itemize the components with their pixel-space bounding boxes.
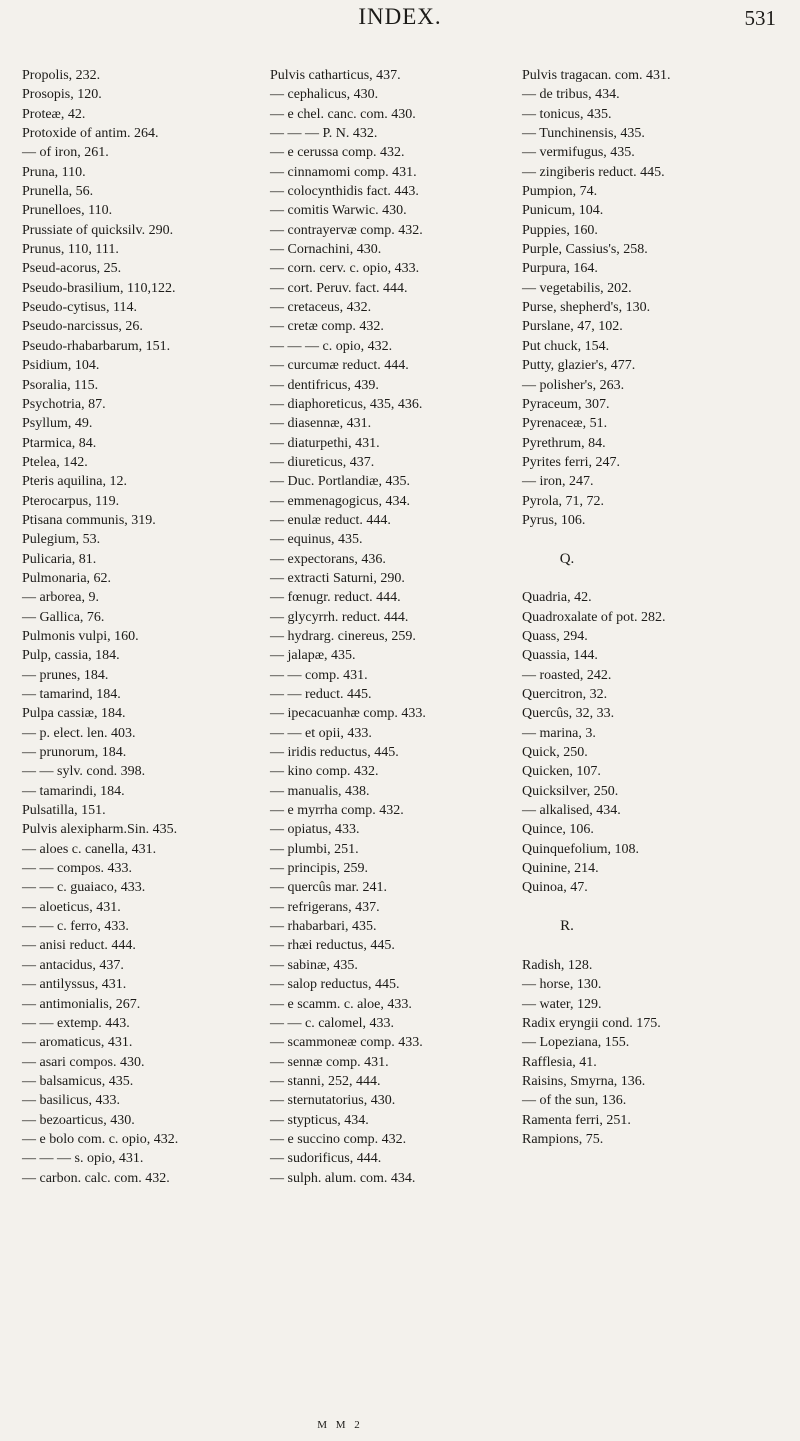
index-entry: — balsamicus, 435. [22,1073,134,1089]
index-entry: — quercûs mar. 241. [270,880,388,896]
index-entry: Punicum, 104. [522,203,604,219]
index-entry: — — compos. 433. [22,861,133,877]
index-entry: — e bolo com. c. opio, 432. [22,1131,179,1147]
index-entry: — diureticus, 437. [270,454,375,470]
index-entry: — manualis, 438. [270,783,370,799]
index-entry: Pulvis tragacan. com. 431. [522,68,671,83]
index-entry: — aromaticus, 431. [22,1035,133,1051]
index-entry: — tamarindi, 184. [22,783,125,799]
index-entry: — antilyssus, 431. [22,977,127,993]
index-entry: — of the sun, 136. [522,1093,627,1109]
index-entry: — comitis Warwic. 430. [270,203,407,219]
index-entry: Psidium, 104. [22,358,100,374]
index-entry: Propolis, 232. [22,68,101,83]
index-column-3 [522,66,792,1149]
index-entry: Quercitron, 32. [522,687,608,702]
index-entry: — aloeticus, 431. [22,899,121,915]
index-entry: — cinnamomi comp. 431. [270,164,417,180]
index-entry: — fœnugr. reduct. 444. [270,590,401,606]
index-entry: Purpura, 164. [522,261,598,277]
index-column-1 [22,66,282,1188]
spacer [522,936,792,955]
index-entry: Quicken, 107. [522,764,601,780]
index-entry: — refrigerans, 437. [270,899,380,915]
index-entry: — opiatus, 433. [270,822,360,838]
index-entry: Purple, Cassius's, 258. [522,242,648,258]
index-column-2 [270,66,530,1188]
spacer [522,569,792,588]
index-entry: — bezoarticus, 430. [22,1112,135,1128]
index-entry: Pyrethrum, 84. [522,435,606,451]
index-entry: — sudorificus, 444. [270,1151,382,1167]
index-entry: — prunes, 184. [22,667,109,683]
index-entry: — water, 129. [522,996,602,1012]
index-entry: — corn. cerv. c. opio, 433. [270,261,420,277]
index-entry: — alkalised, 434. [522,803,621,819]
index-entry: — tonicus, 435. [522,106,612,122]
index-entry: Quicksilver, 250. [522,783,619,799]
index-entry: — — c. ferro, 433. [22,919,129,935]
index-entry: — Duc. Portlandiæ, 435. [270,474,410,490]
index-entry: Rampions, 75. [522,1131,604,1147]
index-entry: — contrayervæ comp. 432. [270,222,423,238]
index-entry: — tamarind, 184. [22,687,121,702]
index-entry: — diaphoreticus, 435, 436. [270,396,423,412]
index-entry: Puppies, 160. [522,222,598,238]
index-entry: — sternutatorius, 430. [270,1093,396,1109]
index-entry: Prosopis, 120. [22,87,102,103]
index-entry: — principis, 259. [270,861,368,877]
index-entry: — — sylv. cond. 398. [22,764,146,780]
page-title: INDEX. [358,4,442,29]
index-entry: Quinquefolium, 108. [522,841,640,857]
index-entry: Prussiate of quicksilv. 290. [22,222,174,238]
index-entry: — roasted, 242. [522,667,612,683]
page-header [0,0,800,46]
index-entry: — e myrrha comp. 432. [270,803,404,819]
index-entry: Psychotria, 87. [22,396,106,412]
index-entry: — plumbi, 251. [270,841,359,857]
index-entry: — — comp. 431. [270,667,368,683]
index-entry: Quass, 294. [522,628,588,644]
index-entry: Proteæ, 42. [22,106,86,122]
index-entry: — e chel. canc. com. 430. [270,106,416,122]
index-entry: Pseudo-rhabarbarum, 151. [22,338,171,354]
index-entry: Prunelloes, 110. [22,203,113,219]
index-entry: Pulp, cassia, 184. [22,648,120,664]
index-entry: — — c. calomel, 433. [270,1015,395,1031]
index-entry: Radix eryngii cond. 175. [522,1015,661,1031]
index-entry: — sabinæ, 435. [270,957,358,973]
index-entry: — — extemp. 443. [22,1015,130,1031]
index-entry: — cretæ comp. 432. [270,319,384,335]
index-entry: Quince, 106. [522,822,594,838]
index-entry: — — c. guaiaco, 433. [22,880,146,896]
index-entry: Quadroxalate of pot. 282. [522,609,666,625]
index-entry: Pulsatilla, 151. [22,803,106,819]
index-entry: — antacidus, 437. [22,957,124,973]
signature-mark: M M 2 [317,1419,363,1431]
index-entry: Quercûs, 32, 33. [522,706,615,722]
index-entry: — de tribus, 434. [522,87,620,103]
index-entry: — anisi reduct. 444. [22,938,136,954]
index-entry: Put chuck, 154. [522,338,610,354]
index-entry: — Cornachini, 430. [270,242,382,258]
index-entry: Putty, glazier's, 477. [522,358,636,374]
index-entry: — rhabarbari, 435. [270,919,377,935]
index-entry: — equinus, 435. [270,532,363,548]
index-entry: — kino comp. 432. [270,764,379,780]
index-entry: — polisher's, 263. [522,377,625,393]
index-entry: — iron, 247. [522,474,594,490]
index-entry: Pruna, 110. [22,164,86,180]
index-entry: — rhæi reductus, 445. [270,938,395,954]
index-entry: — — et opii, 433. [270,725,372,741]
index-entry: Prunus, 110, 111. [22,242,119,258]
index-section-r [522,956,792,1149]
index-entry: — scammoneæ comp. 433. [270,1035,423,1051]
index-entry: Protoxide of antim. 264. [22,126,159,142]
index-entry: — diasennæ, 431. [270,416,372,432]
index-entry: — marina, 3. [522,725,596,741]
index-entry: — arborea, 9. [22,590,99,606]
index-entry: Ramenta ferri, 251. [522,1112,631,1128]
index-entry: Pterocarpus, 119. [22,493,120,509]
index-entry: — — reduct. 445. [270,687,372,702]
index-entry: — p. elect. len. 403. [22,725,136,741]
index-entry: — cretaceus, 432. [270,300,372,316]
index-entry: — zingiberis reduct. 445. [522,164,665,180]
index-entry: Pulmonaria, 62. [22,570,112,586]
index-entry: — basilicus, 433. [22,1093,120,1109]
index-entry: — e scamm. c. aloe, 433. [270,996,412,1012]
index-entry: — vermifugus, 435. [522,145,635,161]
index-entry: Pumpion, 74. [522,184,598,200]
index-entry: Pulicaria, 81. [22,551,97,567]
index-entry: — ipecacuanhæ comp. 433. [270,706,426,722]
index-entry: — aloes c. canella, 431. [22,841,157,857]
index-entry: — vegetabilis, 202. [522,280,632,296]
index-entry: Pyraceum, 307. [522,396,610,412]
index-entry: Pseudo-cytisus, 114. [22,300,137,316]
index-entry: Quick, 250. [522,745,588,761]
index-entry: — of iron, 261. [22,145,109,161]
index-entry: Psoralia, 115. [22,377,99,393]
index-entry: Quassia, 144. [522,648,598,664]
index-entry: Pulvis alexipharm.Sin. 435. [22,822,178,838]
index-entry: Raisins, Smyrna, 136. [522,1073,646,1089]
index-entry: — prunorum, 184. [22,745,127,761]
index-entry: Purslane, 47, 102. [522,319,623,335]
index-entry: Pulvis catharticus, 437. [270,68,401,83]
index-entry: — curcumæ reduct. 444. [270,358,409,374]
index-entry: — cort. Peruv. fact. 444. [270,280,408,296]
index-entry: Ptarmica, 84. [22,435,97,451]
index-entry: Radish, 128. [522,957,593,973]
index-entry: — glycyrrh. reduct. 444. [270,609,409,625]
index-entry: Quinoa, 47. [522,880,588,896]
index-entry: — e succino comp. 432. [270,1131,407,1147]
index-entry: Pyrenaceæ, 51. [522,416,608,432]
index-entry: Pyrites ferri, 247. [522,454,620,470]
section-heading-r: R. [560,918,574,935]
index-entry: — antimonialis, 267. [22,996,141,1012]
index-entry: — expectorans, 436. [270,551,386,567]
index-entry: Pseud-acorus, 25. [22,261,122,277]
spacer [522,898,792,917]
index-entry: — — — s. opio, 431. [22,1151,144,1167]
index-entry: — e cerussa comp. 432. [270,145,405,161]
index-entry: — Lopeziana, 155. [522,1035,630,1051]
index-entry: — sulph. alum. com. 434. [270,1170,416,1186]
index-entry: Prunella, 56. [22,184,94,200]
index-entry: Psyllum, 49. [22,416,93,432]
index-entry: Rafflesia, 41. [522,1054,597,1070]
index-entry: — jalapæ, 435. [270,648,356,664]
index-section-q [522,588,792,898]
index-entry: — salop reductus, 445. [270,977,400,993]
index-entry: — emmenagogicus, 434. [270,493,410,509]
index-entry: — — — P. N. 432. [270,126,378,142]
index-entry: Ptisana communis, 319. [22,512,156,528]
index-entry: Pyrus, 106. [522,512,586,528]
index-entry: — Tunchinensis, 435. [522,126,645,142]
index-section-p [522,66,792,530]
index-entry: Purse, shepherd's, 130. [522,300,651,316]
index-entry: — cephalicus, 430. [270,87,379,103]
index-entry: — iridis reductus, 445. [270,745,399,761]
index-entry: — dentifricus, 439. [270,377,379,393]
index-entry: Pseudo-brasilium, 110,122. [22,280,176,296]
spacer [522,530,792,549]
index-entry: — hydrarg. cinereus, 259. [270,628,416,644]
index-entry: Pulmonis vulpi, 160. [22,628,139,644]
section-heading-q: Q. [559,550,575,567]
index-entry: — enulæ reduct. 444. [270,512,391,528]
index-entry: Ptelea, 142. [22,454,88,470]
index-entry: — carbon. calc. com. 432. [22,1170,170,1186]
index-entry: Pulegium, 53. [22,532,101,548]
index-entry: Quinine, 214. [522,861,599,877]
page-number: 531 [744,6,776,30]
index-entry: Pteris aquilina, 12. [22,474,127,490]
index-entry: — stypticus, 434. [270,1112,369,1128]
index-entry: — horse, 130. [522,977,602,993]
index-entry: — asari compos. 430. [22,1054,145,1070]
index-entry: Quadria, 42. [522,590,592,606]
index-entry: — colocynthidis fact. 443. [270,184,419,200]
index-entry: — sennæ comp. 431. [270,1054,389,1070]
index-entry: — Gallica, 76. [22,609,105,625]
index-entry: Pseudo-narcissus, 26. [22,319,143,335]
index-entry: Pyrola, 71, 72. [522,493,605,509]
index-entry: — — — c. opio, 432. [270,338,393,354]
index-entry: — extracti Saturni, 290. [270,570,405,586]
index-entry: — diaturpethi, 431. [270,435,380,451]
index-entry: Pulpa cassiæ, 184. [22,706,126,722]
index-entry: — stanni, 252, 444. [270,1073,381,1089]
